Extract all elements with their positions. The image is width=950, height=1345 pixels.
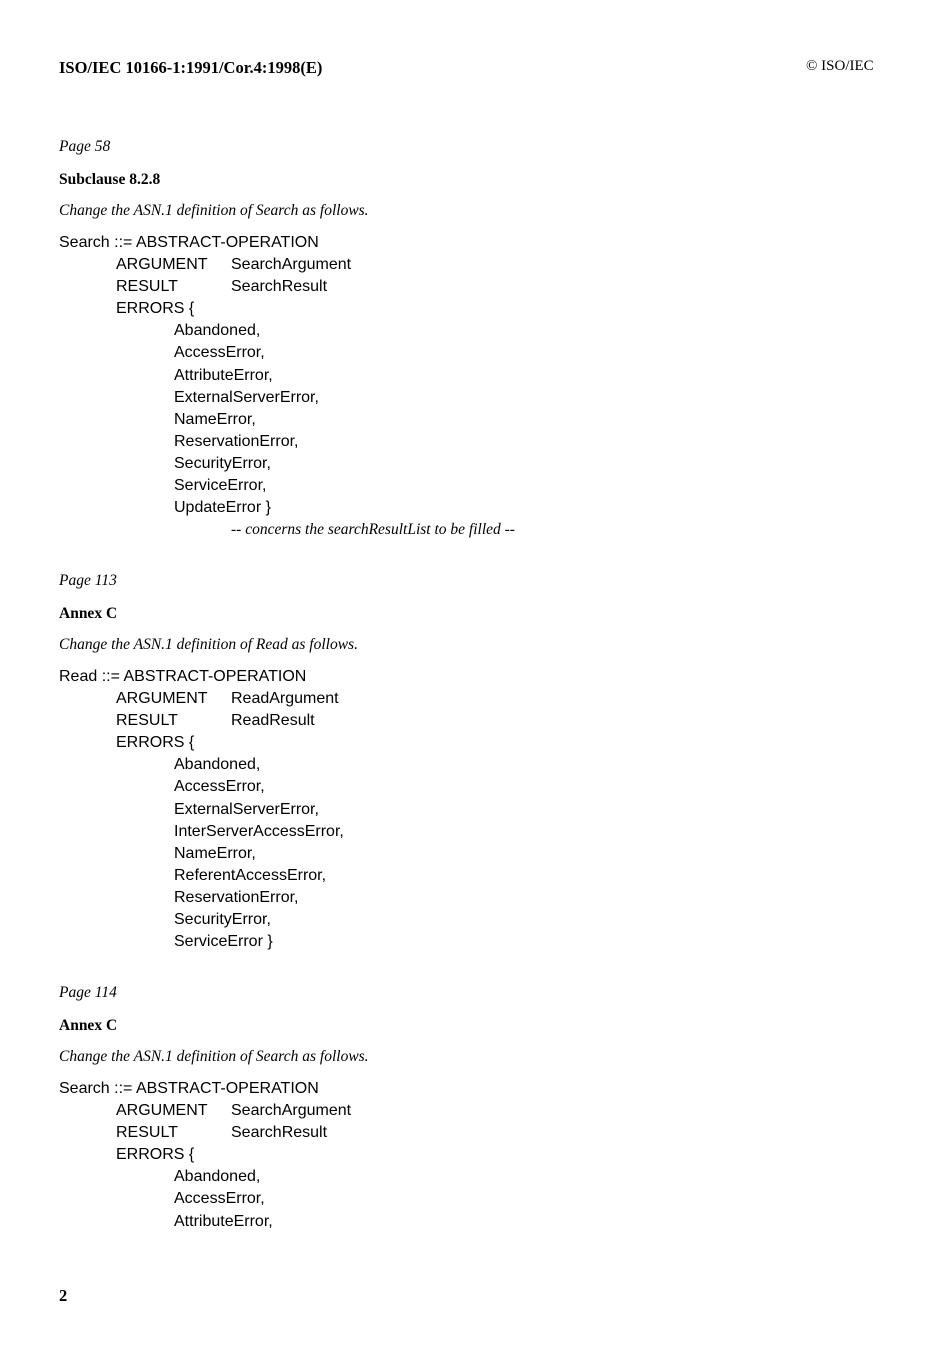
errors-open-line: ERRORS { (116, 300, 195, 318)
argument-type: SearchArgument (231, 256, 352, 274)
page-reference: Page 113 (59, 572, 117, 589)
definition-line: Search ::= ABSTRACT-OPERATION (59, 1080, 319, 1097)
argument-line (59, 1100, 919, 1122)
argument-keyword: ARGUMENT (116, 1102, 208, 1120)
clause-heading: Subclause 8.2.8 (59, 171, 161, 188)
error-item: SecurityError, (174, 911, 271, 929)
error-item: ReservationError, (174, 888, 299, 906)
result-keyword: RESULT (116, 712, 178, 730)
clause-heading: Annex C (59, 605, 118, 622)
result-keyword: RESULT (116, 1124, 178, 1142)
amendment-section-page-113 (59, 571, 919, 953)
argument-line (59, 254, 919, 276)
error-item: ExternalServerError, (174, 800, 319, 818)
asn1-comment: -- concerns the searchResultList to be filled -- (231, 521, 515, 539)
argument-type: SearchArgument (231, 1102, 352, 1120)
amendment-section-page-114 (59, 983, 919, 1233)
clause-heading: Annex C (59, 1017, 118, 1034)
result-line (59, 1122, 919, 1144)
argument-type: ReadArgument (231, 690, 339, 708)
error-item: NameError, (174, 844, 256, 862)
errors-open-line: ERRORS { (116, 1146, 195, 1164)
page-reference: Page 114 (59, 984, 117, 1001)
error-item: ExternalServerError, (174, 388, 319, 406)
document-id: ISO/IEC 10166-1:1991/Cor.4:1998(E) (59, 58, 323, 77)
asn1-definition (59, 232, 919, 541)
copyright-notice: © ISO/IEC (806, 58, 874, 74)
amendment-section-page-58 (59, 137, 919, 541)
error-item: AccessError, (174, 344, 265, 362)
page-reference: Page 58 (59, 138, 111, 155)
error-item: AccessError, (174, 1190, 265, 1208)
error-item: ReferentAccessError, (174, 866, 327, 884)
error-item: AttributeError, (174, 1212, 273, 1230)
argument-keyword: ARGUMENT (116, 690, 208, 708)
error-item: Abandoned, (174, 322, 261, 340)
change-instruction: Change the ASN.1 definition of Search as follows. (59, 1048, 369, 1065)
error-item: UpdateError } (174, 499, 271, 517)
error-item: ServiceError } (174, 933, 273, 951)
error-item: ReservationError, (174, 432, 299, 450)
result-type: SearchResult (231, 1124, 328, 1142)
argument-line (59, 688, 919, 710)
definition-line: Read ::= ABSTRACT-OPERATION (59, 668, 307, 685)
asn1-definition (59, 1078, 919, 1233)
error-item: AccessError, (174, 778, 265, 796)
error-item: Abandoned, (174, 756, 261, 774)
error-item: NameError, (174, 410, 256, 428)
result-keyword: RESULT (116, 278, 178, 296)
change-instruction: Change the ASN.1 definition of Search as follows. (59, 202, 369, 219)
error-item: ServiceError, (174, 477, 267, 495)
argument-keyword: ARGUMENT (116, 256, 208, 274)
error-item: SecurityError, (174, 454, 271, 472)
result-line (59, 710, 919, 732)
error-item: AttributeError, (174, 366, 273, 384)
error-item: InterServerAccessError, (174, 822, 344, 840)
page-number: 2 (59, 1286, 68, 1305)
change-instruction: Change the ASN.1 definition of Read as follows. (59, 636, 358, 653)
asn1-definition (59, 666, 919, 953)
result-type: SearchResult (231, 278, 328, 296)
errors-open-line: ERRORS { (116, 734, 195, 752)
result-line (59, 276, 919, 298)
result-type: ReadResult (231, 712, 315, 730)
error-item: Abandoned, (174, 1168, 261, 1186)
definition-line: Search ::= ABSTRACT-OPERATION (59, 234, 319, 251)
